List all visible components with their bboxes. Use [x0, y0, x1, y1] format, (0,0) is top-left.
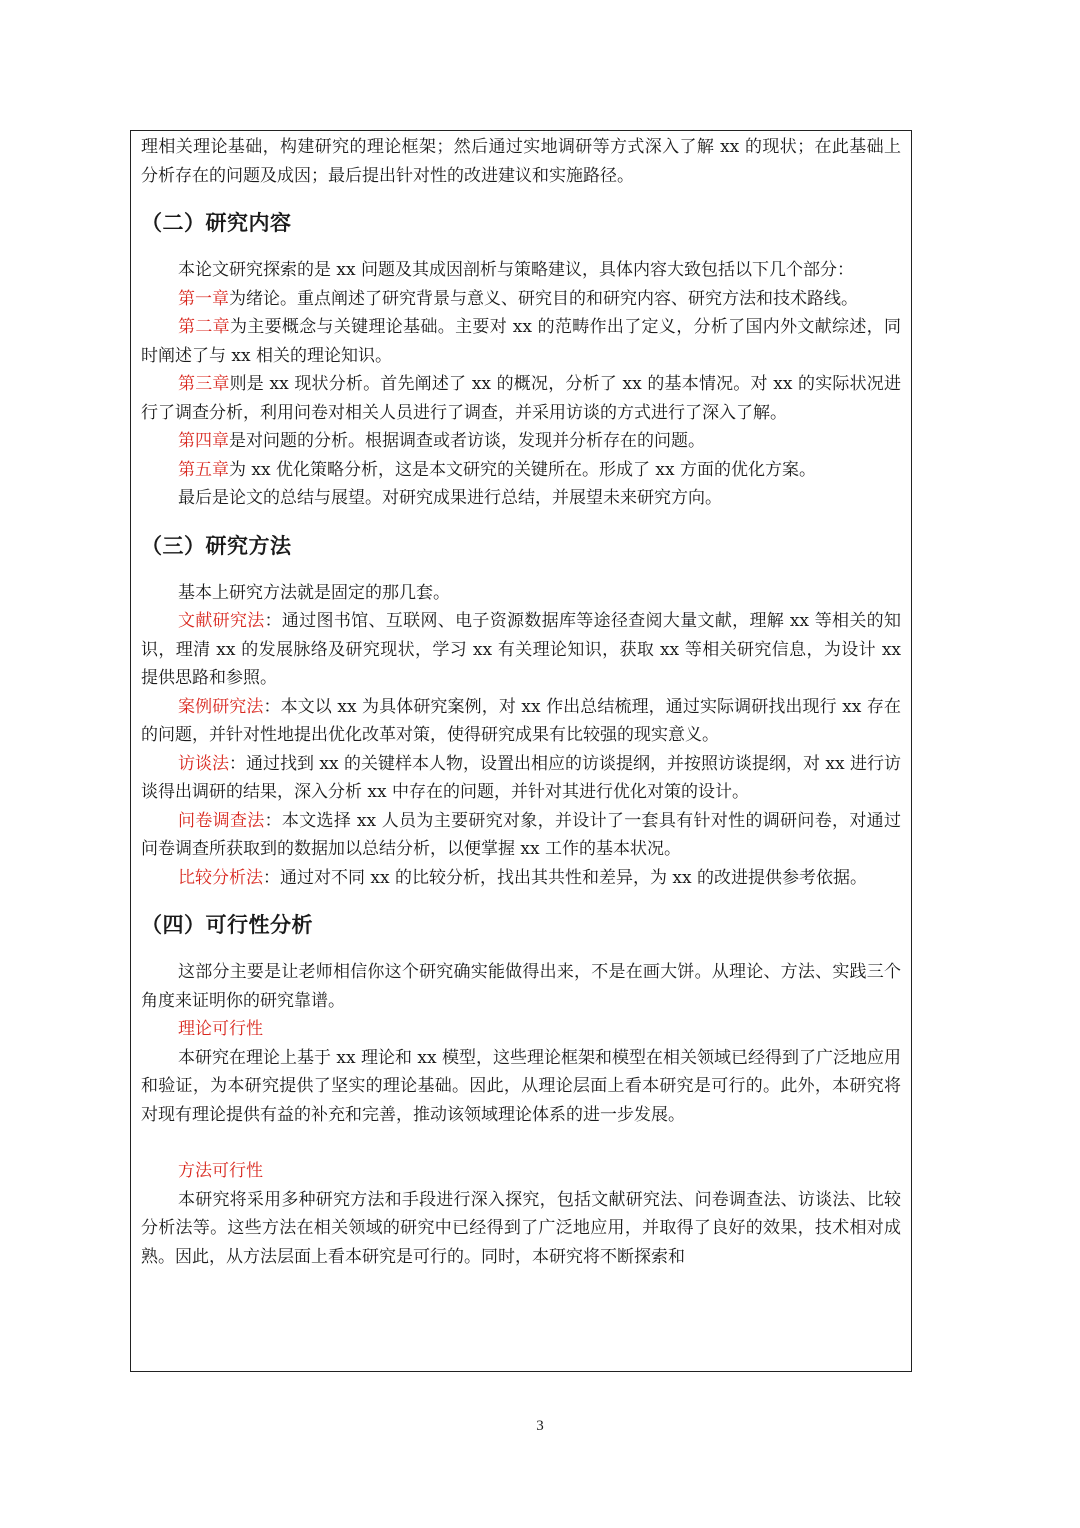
page-number: 3: [536, 1418, 544, 1434]
section-heading-methods: （三）研究方法: [141, 532, 292, 558]
chapter-4-paragraph: [141, 427, 901, 456]
method-literature-label: 文献研究法: [178, 611, 265, 631]
method-case-text: ：本文以 xx 为具体研究案例，对 xx 作出总结梳理，通过实际调研找出现行 xx 存在的问题，并针对性地提出优化改革对策，使得研究成果有比较强的现实意义。: [141, 696, 901, 745]
content-closing-paragraph: 最后是论文的总结与展望。对研究成果进行总结，并展望未来研究方向。: [178, 488, 722, 508]
method-case-paragraph: [141, 693, 901, 750]
proposal-table-cell: [130, 130, 912, 1372]
method-case-label: 案例研究法: [178, 696, 264, 717]
content-lead-paragraph: 本论文研究探索的是 xx 问题及其成因剖析与策略建议，具体内容大致包括以下几个部分：: [178, 260, 854, 280]
section-heading-content: （二）研究内容: [141, 210, 292, 235]
chapter-5-label: 第五章: [178, 459, 229, 480]
chapter-1-paragraph: [141, 285, 901, 314]
method-survey-paragraph: [141, 807, 901, 864]
method-literature-text: ：通过图书馆、互联网、电子资源数据库等途径查阅大量文献，理解 xx 等相关的知识，理清 xx 的发展脉络及研究现状，学习 xx 有关理论知识，获取 xx 等相关研究信息，为设计 xx 提供思路和参照。: [141, 611, 902, 688]
chapter-3-label: 第三章: [178, 374, 230, 394]
method-comparative-label: 比较分析法: [178, 867, 263, 888]
chapter-3-paragraph: [141, 370, 901, 427]
method-comparative-paragraph: [141, 864, 901, 893]
method-survey-text: ：本文选择 xx 人员为主要研究对象，并设计了一套具有针对性的调研问卷，对通过问卷调查所获取到的数据加以总结分析，以便掌握 xx 工作的基本状况。: [141, 810, 902, 859]
chapter-1-text: 为绪论。重点阐述了研究背景与意义、研究目的和研究内容、研究方法和技术路线。: [229, 288, 858, 309]
intro-continued-paragraph: 理相关理论基础，构建研究的理论框架；然后通过实地调研等方式深入了解 xx 的现状；在此基础上分析存在的问题及成因；最后提出针对性的改进建议和实施路径。: [141, 137, 901, 186]
chapter-4-label: 第四章: [178, 431, 229, 451]
method-interview-label: 访谈法: [178, 753, 230, 774]
method-comparative-text: ：通过对不同 xx 的比较分析，找出其共性和差异，为 xx 的改进提供参考依据。: [263, 867, 867, 888]
chapter-2-label: 第二章: [178, 317, 230, 337]
method-interview-text: ：通过找到 xx 的关键样本人物，设置出相应的访谈提纲，并按照访谈提纲，对 xx 进行访谈得出调研的结果，深入分析 xx 中存在的问题，并针对其进行优化对策的设计。: [141, 753, 902, 802]
method-survey-label: 问卷调查法: [178, 810, 265, 831]
feasibility-lead-paragraph: 这部分主要是让老师相信你这个研究确实能做得出来，不是在画大饼。从理论、方法、实践三个角度来证明你的研究靠谱。: [141, 962, 901, 1011]
section-heading-feasibility: （四）可行性分析: [141, 912, 313, 937]
method-literature-paragraph: [141, 607, 901, 693]
chapter-3-text: 则是 xx 现状分析。首先阐述了 xx 的概况，分析了 xx 的基本情况。对 xx 的实际状况进行了调查分析，利用问卷对相关人员进行了调查，并采用访谈的方式进行了深入了解。: [141, 374, 901, 423]
chapter-4-text: 是对问题的分析。根据调查或者访谈，发现并分析存在的问题。: [229, 431, 705, 451]
chapter-5-text: 为 xx 优化策略分析，这是本文研究的关键所在。形成了 xx 方面的优化方案。: [229, 459, 816, 480]
method-feasibility-paragraph: 本研究将采用多种研究方法和手段进行深入探究，包括文献研究法、问卷调查法、访谈法、比较分析法等。这些方法在相关领域的研究中已经得到了广泛地应用，并取得了良好的效果，技术相对成熟。因此，从方法层面上看本研究是可行的。同时，本研究将不断探索和: [141, 1189, 901, 1267]
chapter-5-paragraph: [141, 456, 901, 485]
method-feasibility-label: 方法可行性: [178, 1161, 263, 1181]
theory-feasibility-paragraph: 本研究在理论上基于 xx 理论和 xx 模型，这些理论框架和模型在相关领域已经得到了广泛地应用和验证，为本研究提供了坚实的理论基础。因此，从理论层面上看本研究是可行的。此外，本研究将对现有理论提供有益的补充和完善，推动该领域理论体系的进一步发展。: [141, 1047, 901, 1125]
chapter-1-label: 第一章: [178, 288, 229, 309]
methods-lead-paragraph: 基本上研究方法就是固定的那几套。: [178, 582, 450, 603]
method-interview-paragraph: [141, 750, 901, 807]
chapter-2-text: 为主要概念与关键理论基础。主要对 xx 的范畴作出了定义，分析了国内外文献综述，同时阐述了与 xx 相关的理论知识。: [141, 317, 901, 366]
chapter-2-paragraph: [141, 313, 901, 370]
theory-feasibility-label: 理论可行性: [178, 1019, 263, 1039]
